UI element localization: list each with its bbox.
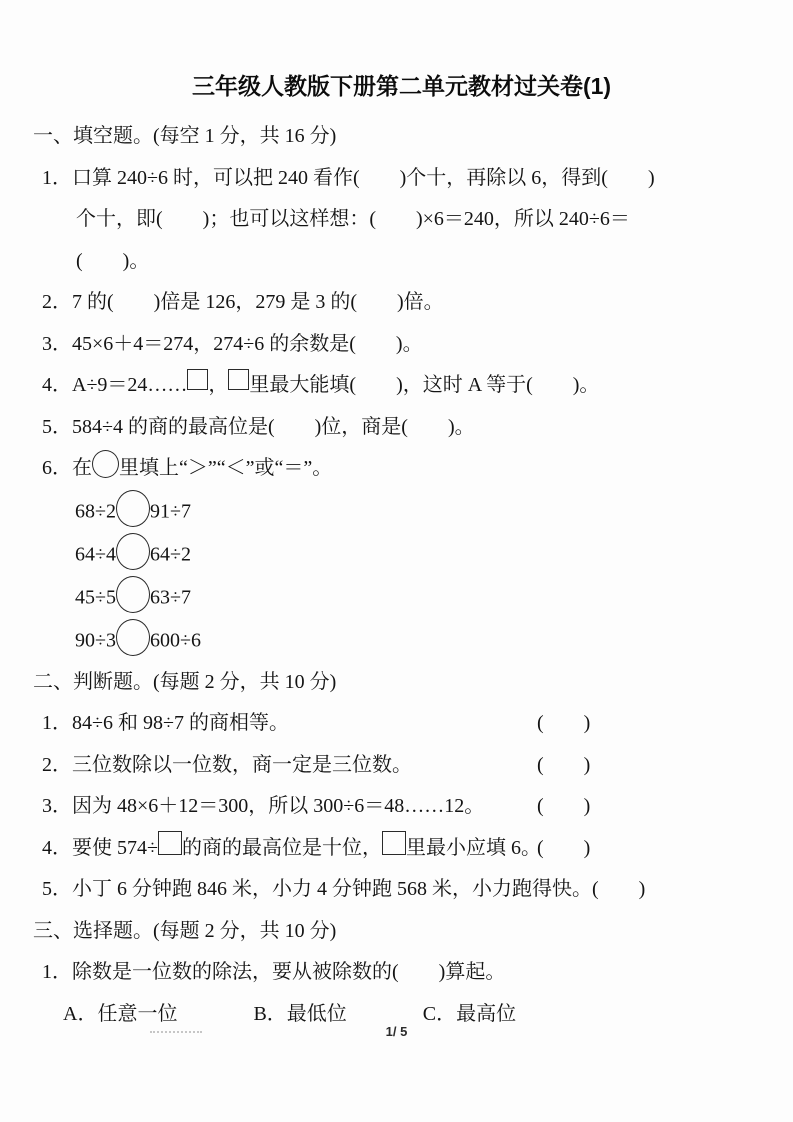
judge-q5-text: 5．小丁 6 分钟跑 846 米，小力 4 分钟跑 568 米，小力跑得快。 <box>42 878 592 900</box>
fill-q2: 2．7 的( )倍是 126，279 是 3 的( )倍。 <box>42 291 444 313</box>
page-number: 1/ 5 <box>385 1024 408 1039</box>
comparison-row <box>40 490 763 533</box>
comparison-right: 64÷2 <box>149 543 191 565</box>
section-fill-heading: 一、填空题。(每空 1 分，共 16 分) <box>33 125 337 147</box>
judge-q5 <box>40 869 763 911</box>
comparison-circle-icon <box>116 619 150 656</box>
option-b: B．最低位 <box>253 1002 347 1025</box>
judge-q3-text: 3．因为 48×6＋12＝300，所以 300÷6＝48……12。 <box>42 795 485 817</box>
fill-q3: 3．45×6＋4＝274，274÷6 的余数是( )。 <box>42 332 423 355</box>
judge-q1-text: 1．84÷6 和 98÷7 的商相等。 <box>42 712 289 734</box>
fill-q4-text-post: 里最大能填( )，这时 A 等于( )。 <box>249 374 600 396</box>
fill-q6-text-pre: 6．在 <box>42 457 92 479</box>
comparison-circle-icon <box>116 576 150 613</box>
comparison-row <box>40 576 763 619</box>
fill-q4 <box>40 365 763 407</box>
answer-parentheses: ( ) <box>592 878 646 900</box>
comparison-circle-icon <box>116 490 150 527</box>
option-a: A．任意一位 <box>63 1002 178 1025</box>
judge-q4 <box>40 828 763 870</box>
answer-box-icon <box>158 831 182 855</box>
fill-q1-line1: 1．口算 240÷6 时，可以把 240 看作( )个十，再除以 6，得到( ) <box>42 166 655 189</box>
comparison-row <box>40 619 763 662</box>
answer-box-icon <box>187 369 208 390</box>
page-title: 三年级人教版下册第二单元教材过关卷(1) <box>191 73 612 99</box>
answer-box-icon <box>382 831 406 855</box>
fill-q1-line3: ( )。 <box>76 249 150 272</box>
answer-parentheses: ( ) <box>537 712 591 734</box>
fill-q4-text-pre: 4．A÷9＝24…… <box>42 374 188 396</box>
fill-q4-comma: ， <box>208 374 229 396</box>
comparison-right: 63÷7 <box>149 586 191 608</box>
fill-q5: 5．584÷4 的商的最高位是( )位，商是( )。 <box>42 415 475 438</box>
judge-q4-text-mid: 的商的最高位是十位， <box>181 836 382 859</box>
section-judge-heading: 二、判断题。(每题 2 分，共 10 分) <box>33 670 337 693</box>
answer-box-icon <box>228 369 249 390</box>
comparison-left: 64÷4 <box>75 543 116 565</box>
option-c: C．最高位 <box>422 1002 517 1025</box>
fill-q6-text-post: 里填上“＞”“＜”或“＝”。 <box>119 457 333 479</box>
answer-parentheses: ( ) <box>537 795 591 817</box>
judge-q3 <box>40 786 763 828</box>
section-choice-heading: 三、选择题。(每题 2 分，共 10 分) <box>33 919 337 942</box>
comparison-circle-icon <box>116 533 150 570</box>
answer-parentheses: ( ) <box>537 753 591 776</box>
comparison-right: 600÷6 <box>149 629 201 651</box>
fill-q1-line2: 个十，即( )；也可以这样想：( )×6＝240，所以 240÷6＝ <box>76 208 630 230</box>
comparison-row <box>40 533 763 576</box>
comparison-left: 45÷5 <box>75 586 116 608</box>
comparison-left: 90÷3 <box>75 629 116 651</box>
comparison-right: 91÷7 <box>149 500 191 522</box>
judge-q2-text: 2．三位数除以一位数，商一定是三位数。 <box>42 753 412 776</box>
comparison-circle-icon <box>92 450 119 478</box>
choice-q1: 1．除数是一位数的除法，要从被除数的( )算起。 <box>42 961 506 983</box>
judge-q4-text-pre: 4．要使 574÷ <box>42 836 158 859</box>
fill-q6 <box>40 448 763 490</box>
judge-q1 <box>40 703 763 745</box>
judge-q2 <box>40 745 763 787</box>
comparison-left: 68÷2 <box>75 500 116 522</box>
answer-parentheses: ( ) <box>537 836 591 859</box>
judge-q4-text-post: 里最小应填 6。 <box>405 836 541 859</box>
